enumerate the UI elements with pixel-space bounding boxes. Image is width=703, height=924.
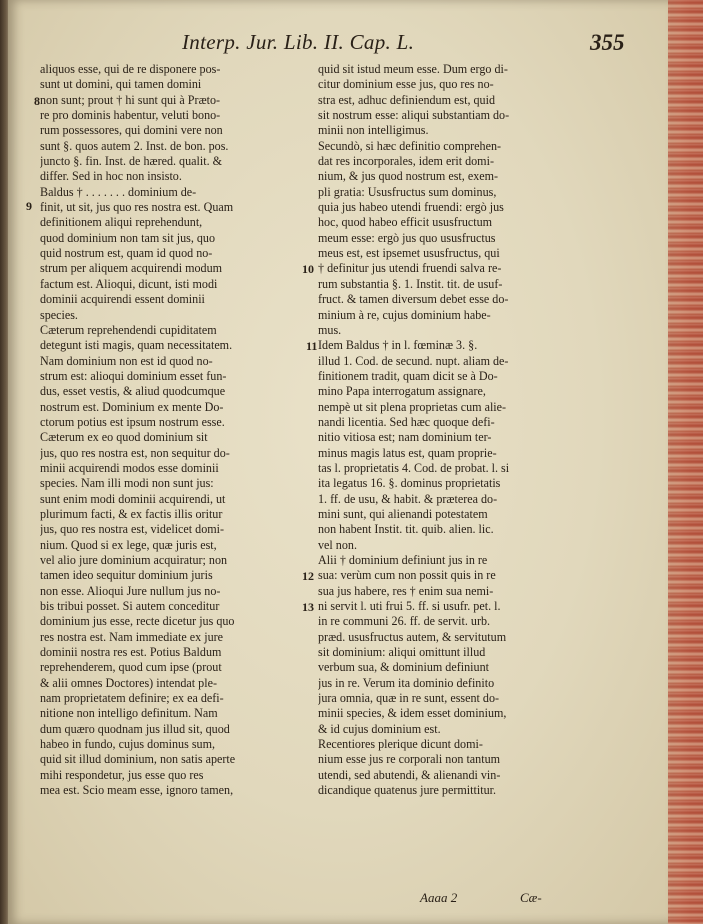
text-line: stra est, adhuc definiendum est, quid xyxy=(318,92,495,107)
text-line: citur dominium esse jus, quo res no- xyxy=(318,77,494,92)
text-line: hoc, quod habeo efficit ususfructum xyxy=(318,215,493,230)
margin-number: 12 xyxy=(302,569,314,583)
text-line: vel non. xyxy=(318,537,357,552)
text-line: vel alio jure dominium acquiratur; non xyxy=(40,553,228,567)
text-line: juncto §. fin. Inst. de hæred. qualit. & xyxy=(40,154,223,169)
margin-number: 10 xyxy=(302,262,314,276)
text-line: Idem Baldus † in l. fœminæ 3. §. xyxy=(318,338,478,353)
text-line: non sunt; prout † hi sunt qui à Præto- xyxy=(40,92,221,107)
text-line: minii acquirendi modos esse dominii xyxy=(40,460,219,475)
text-line: quid nostrum est, quam id quod no- xyxy=(40,246,213,261)
text-line: aliquos esse, qui de re disponere pos- xyxy=(40,62,221,76)
text-line: dominium jus esse, recte dicetur jus quo xyxy=(40,614,235,629)
text-line: † definitur jus utendi fruendi salva re- xyxy=(318,261,502,276)
text-line: sit nostrum esse: aliqui substantiam do- xyxy=(318,108,510,123)
text-line: sit dominium: aliqui omittunt illud xyxy=(318,645,486,660)
text-line: nitio vitiosa est; nam dominium ter- xyxy=(318,430,492,445)
text-line: tamen ideo sequitur dominium juris xyxy=(40,568,213,583)
page-edge xyxy=(668,0,703,924)
text-line: Alii † dominium definiunt jus in re xyxy=(318,553,488,567)
text-line: mus. xyxy=(318,322,342,337)
text-line: dominii acquirendi essent dominii xyxy=(40,292,205,307)
text-line: res nostra est. Nam immediate ex jure xyxy=(40,629,224,644)
text-line: Cæterum ex eo quod dominium sit xyxy=(40,430,208,445)
text-line: habeo in fundo, cujus dominus sum, xyxy=(40,737,216,752)
text-line: ctorum potius est ipsum nostrum esse. xyxy=(40,414,225,429)
text-line: in re communi 26. ff. de servit. urb. xyxy=(318,614,491,629)
text-line: præd. ususfructus autem, & servitutum xyxy=(318,629,507,644)
text-line: mini sunt, qui alienandi potestatem xyxy=(318,506,488,521)
text-line: minii non intelligimus. xyxy=(318,123,429,138)
text-line: meus est, est ipsemet ususfructus, qui xyxy=(318,246,500,261)
text-line: dat res incorporales, idem erit domi- xyxy=(318,154,494,169)
text-line: finitionem tradit, quam dicit se à Do- xyxy=(318,368,498,383)
text-line: ni servit l. uti frui 5. ff. si usufr. pet. l. xyxy=(318,599,501,614)
text-line: Recentiores plerique dicunt domi- xyxy=(318,737,483,752)
text-line: reprehenderem, quod cum ipse (prout xyxy=(40,660,222,675)
text-line: quid sit illud dominium, non satis aperte xyxy=(40,752,236,767)
text-line: jus in re. Verum ita dominio definito xyxy=(318,675,495,690)
text-line: dum quæro quodnam jus illud sit, quod xyxy=(40,721,230,736)
text-line: sunt §. quos autem 2. Inst. de bon. pos. xyxy=(40,138,229,153)
text-line: quid sit istud meum esse. Dum ergo di- xyxy=(318,62,508,76)
text-line: nostrum est. Dominium ex mente Do- xyxy=(40,399,224,414)
text-line: fruct. & tamen diversum debet esse do- xyxy=(318,292,509,307)
text-line: non esse. Alioqui Jure nullum jus no- xyxy=(40,583,221,598)
text-line: verbum sua, & dominium definiunt xyxy=(318,660,489,675)
text-line: pli gratia: Ususfructus sum dominus, xyxy=(318,184,497,199)
text-line: sunt enim modi dominii acquirendi, ut xyxy=(40,491,226,506)
text-line: nam proprietatem definire; ex ea defi- xyxy=(40,691,224,706)
text-line: plurimum facti, & ex factis illis oritur xyxy=(40,506,223,521)
text-line: differ. Sed in hoc non insisto. xyxy=(40,169,182,184)
text-line: strum est: alioqui dominium esset fun- xyxy=(40,368,227,383)
text-line: re pro dominis habentur, veluti bono- xyxy=(40,108,221,123)
text-line: & id cujus dominium est. xyxy=(318,721,441,736)
text-line: 1. ff. de usu, & habit. & præterea do- xyxy=(318,491,498,506)
margin-number: 11 xyxy=(306,339,318,353)
text-line: minium à re, cujus dominium habe- xyxy=(318,307,491,322)
text-line: utendi, sed abutendi, & alienandi vin- xyxy=(318,767,501,782)
text-line: Nam dominium non est id quod no- xyxy=(40,353,213,368)
text-line: mea est. Scio meam esse, ignoro tamen, xyxy=(40,783,234,798)
right-text-column xyxy=(318,62,568,799)
text-line: bis tribui posset. Si autem conceditur xyxy=(40,599,220,614)
text-line: quod dominium non tam sit jus, quo xyxy=(40,230,216,245)
text-line: mihi respondetur, jus esse quo res xyxy=(40,767,204,782)
margin-number: 9 xyxy=(26,199,32,213)
text-line: detegunt isti magis, quam necessitatem. xyxy=(40,338,233,353)
text-line: jus, quo res nostra est, non sequitur do- xyxy=(40,445,230,460)
text-line: Cæterum reprehendendi cupiditatem xyxy=(40,322,217,337)
text-line: species. xyxy=(40,307,78,322)
text-line: rum possessores, qui domini vere non xyxy=(40,123,223,138)
text-line: minus magis latus est, quam proprie- xyxy=(318,445,497,460)
text-line: nempè ut sit plena proprietas cum alie- xyxy=(318,399,507,414)
text-line: Secundò, si hæc definitio comprehen- xyxy=(318,138,502,153)
text-line: tas l. proprietatis 4. Cod. de probat. l. si xyxy=(318,460,510,475)
text-line: nium. Quod si ex lege, quæ juris est, xyxy=(40,537,217,552)
margin-number: 13 xyxy=(302,600,314,614)
text-line: dominii nostra res est. Potius Baldum xyxy=(40,645,222,660)
text-line: sua jus habere, res † enim sua nemi- xyxy=(318,583,494,598)
left-text-column xyxy=(40,62,298,799)
text-line: meum esse: ergò jus quo ususfructus xyxy=(318,230,496,245)
text-line: rum substantia §. 1. Instit. tit. de usuf- xyxy=(318,276,503,291)
text-line: nandi licentia. Sed hæc quoque defi- xyxy=(318,414,495,429)
text-line: illud 1. Cod. de secund. nupt. aliam de- xyxy=(318,353,509,368)
text-line: factum est. Alioqui, dicunt, isti modi xyxy=(40,276,218,291)
text-line: species. Nam illi modi non sunt jus: xyxy=(40,476,214,491)
text-line: mino Papa interrogatum assignare, xyxy=(318,384,486,399)
running-title: Interp. Jur. Lib. II. Cap. L. xyxy=(182,30,415,54)
text-line: nium, & jus quod nostrum est, exem- xyxy=(318,169,499,184)
text-line: sunt ut domini, qui tamen domini xyxy=(40,77,202,92)
text-line: quia jus habeo utendi fruendi: ergò jus xyxy=(318,200,504,215)
text-line: dicandique quatenus jure permittitur. xyxy=(318,783,496,798)
text-line: finit, ut sit, jus quo res nostra est. Quam xyxy=(40,200,234,215)
page-number: 355 xyxy=(590,30,625,55)
signature-mark: Aaaa 2 xyxy=(420,890,458,905)
text-line: jus, quo res nostra est, videlicet domi- xyxy=(40,522,225,537)
text-line: non habent Instit. tit. quib. alien. lic. xyxy=(318,522,494,537)
margin-number: 8 xyxy=(34,94,40,108)
text-line: dus, esset vestis, & aliud quodcumque xyxy=(40,384,226,399)
text-line: Baldus † . . . . . . . dominium de- xyxy=(40,184,197,199)
text-line: minii species, & idem esset dominium, xyxy=(318,706,507,721)
text-line: definitionem aliqui reprehendunt, xyxy=(40,215,203,230)
text-line: strum per aliquem acquirendi modum xyxy=(40,261,223,276)
catchword: Cæ- xyxy=(520,890,542,905)
text-line: & alii omnes Doctores) intendat ple- xyxy=(40,675,217,690)
text-line: nium esse jus re corporali non tantum xyxy=(318,752,501,767)
text-line: sua: verùm cum non possit quis in re xyxy=(318,568,496,583)
text-line: jura omnia, quæ in re sunt, essent do- xyxy=(318,691,500,706)
text-line: ita legatus 16. §. dominus proprietatis xyxy=(318,476,501,491)
text-line: nitione non intelligo definitum. Nam xyxy=(40,706,218,721)
